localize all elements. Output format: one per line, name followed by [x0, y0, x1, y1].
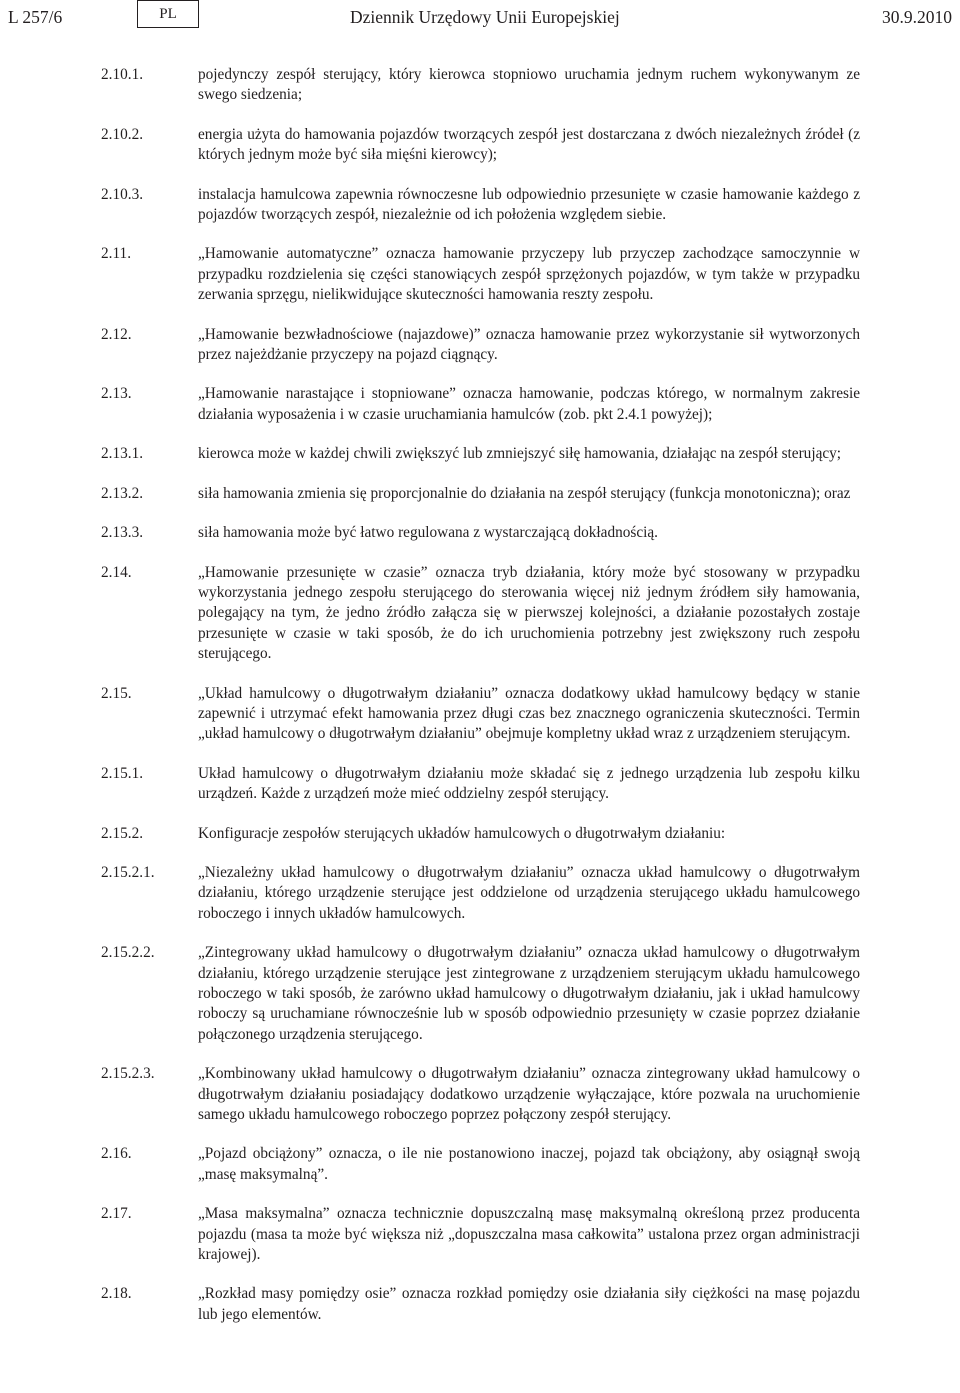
item-number: 2.13.1.	[101, 445, 144, 463]
item-text: siła hamowania zmienia się proporcjonalnie do działania na zespół sterujący (funkcja monotoniczna); oraz	[198, 484, 851, 502]
list-item	[0, 863, 960, 924]
item-text: „Hamowanie automatyczne” oznacza hamowanie przyczepy lub przyczep zachodzące samoczynnie w przypadku rozdzielenia się części stanowiących zespół sprzężonych pojazdów, w tym także w przypadku zerwania sprzęgu, nielikwidujące skuteczności hamowania reszty zespołu.	[198, 245, 860, 304]
list-item	[0, 1204, 960, 1265]
item-number: 2.14.	[101, 563, 132, 581]
list-item	[0, 1144, 960, 1185]
item-text: energia użyta do hamowania pojazdów tworzących zespół jest dostarczana z dwóch niezależnych źródeł (z których jednym może być siła mięśni kierowcy);	[198, 125, 860, 164]
item-text: „Pojazd obciążony” oznacza, o ile nie postanowiono inaczej, pojazd tak obciążony, aby osiągnął swoją „masę maksymalną”.	[198, 1145, 860, 1183]
item-number: 2.10.3.	[101, 185, 144, 203]
list-item	[0, 1284, 960, 1325]
list-item	[0, 185, 960, 226]
item-text: „Hamowanie bezwładnościowe (najazdowe)” oznacza hamowanie przez wykorzystanie sił wytworzonych przez najeżdżanie przyczepy na pojazd ciągnący.	[198, 325, 860, 364]
item-number: 2.17.	[101, 1205, 132, 1223]
item-number: 2.15.2.	[101, 824, 144, 842]
list-item	[0, 244, 960, 305]
item-number: 2.15.1.	[101, 764, 144, 782]
item-text: „Hamowanie narastające i stopniowane” oznacza hamowanie, podczas którego, w normalnym zakresie działania wyposażenia i w czasie uruchamiania hamulców (zob. pkt 2.4.1 powyżej);	[198, 385, 860, 423]
item-text: siła hamowania może być łatwo regulowana z wystarczającą dokładnością.	[198, 524, 658, 542]
item-number: 2.10.1.	[101, 66, 144, 83]
page-reference: L 257/6	[8, 7, 63, 27]
list-item	[0, 384, 960, 425]
item-number: 2.15.	[101, 684, 132, 702]
item-text: „Niezależny układ hamulcowy o długotrwałym działaniu” oznacza układ hamulcowy o długotrwałym działaniu, którego urządzenie sterujące jest oddzielone od urządzenia sterującego układu hamulcowego roboczego i innych układów hamulcowych.	[198, 863, 860, 922]
list-item	[0, 523, 960, 543]
item-text: „Rozkład masy pomiędzy osie” oznacza rozkład pomiędzy osie działania siły ciężkości na masę pojazdu lub jego elementów.	[198, 1285, 860, 1323]
item-number: 2.15.2.2.	[101, 944, 155, 962]
item-text: „Masa maksymalna” oznacza technicznie dopuszczalną masę maksymalną określoną przez producenta pojazdu (masa ta może być większa niż „dopuszczalna masa całkowita” ustalona przez organ administracji krajowej).	[198, 1205, 860, 1264]
list-item	[0, 444, 960, 464]
item-text: „Hamowanie przesunięte w czasie” oznacza tryb działania, który może być stosowany w przypadku wykorzystania jednego zespołu sterującego do sterowania więcej niż jednym źródłem siły hamowania, polegający na tym, że jedno źródło załącza się w pierwszej kolejności, a działanie pozostałych zostaje przesunięte w czasie w taki sposób, że do ich uruchomienia potrzebny jest zwiększony ruch zespołu sterującego.	[198, 563, 860, 663]
item-number: 2.18.	[101, 1285, 132, 1303]
journal-title: Dziennik Urzędowy Unii Europejskiej	[350, 7, 620, 27]
list-item	[0, 563, 960, 665]
list-item	[0, 484, 960, 504]
item-text: „Układ hamulcowy o długotrwałym działaniu” oznacza dodatkowy układ hamulcowy będący w stanie zapewnić i utrzymać efekt hamowania przez długi czas bez znacznego ograniczenia skuteczności. Termin „układ hamulcowy o długotrwałym działaniu” obejmuje kompletny układ wraz z urządzeniem sterującym.	[198, 684, 860, 743]
document-body	[0, 65, 960, 1344]
item-text: Konfiguracje zespołów sterujących układów hamulcowych o długotrwałym działaniu:	[198, 824, 726, 842]
item-text: Układ hamulcowy o długotrwałym działaniu może składać się z jednego urządzenia lub zespołu kilku urządzeń. Każde z urządzeń może mieć oddzielny zespół sterujący.	[198, 764, 860, 803]
list-item	[0, 943, 960, 1045]
item-number: 2.13.	[101, 385, 132, 403]
language-badge: PL	[137, 0, 199, 28]
item-number: 2.13.3.	[101, 524, 144, 542]
publication-date: 30.9.2010	[882, 7, 952, 27]
item-text: „Kombinowany układ hamulcowy o długotrwałym działaniu” oznacza zintegrowany układ hamulcowy o długotrwałym działaniu posiadający dodatkowo urządzenie wyłączające, które pozwala na uruchomienie samego układu hamulcowego roboczego poprzez połączony zespół sterujący.	[198, 1065, 860, 1124]
item-text: instalacja hamulcowa zapewnia równoczesne lub odpowiednio przesunięte w czasie hamowanie każdego z pojazdów tworzących zespół, niezależnie od ich położenia względem siebie.	[198, 185, 860, 224]
list-item	[0, 764, 960, 805]
item-number: 2.15.2.3.	[101, 1065, 155, 1083]
list-item	[0, 684, 960, 745]
item-number: 2.15.2.1.	[101, 863, 155, 881]
item-number: 2.13.2.	[101, 484, 144, 502]
page-header	[0, 0, 960, 40]
item-number: 2.11.	[101, 245, 132, 263]
item-text: „Zintegrowany układ hamulcowy o długotrwałym działaniu” oznacza układ hamulcowy o długotrwałym działaniu, którego urządzenie sterujące jest zintegrowane z urządzeniem sterującym układu hamulcowego roboczego w taki sposób, że zarówno układ hamulcowy o długotrwałym działaniu, jak i układ hamulcowy roboczy są uruchamiane równocześnie lub w sposób odpowiednio przesunięty w czasie poprzez działanie połączonego urządzenia sterującego.	[198, 944, 860, 1043]
item-number: 2.10.2.	[101, 125, 144, 143]
list-item	[0, 65, 960, 106]
list-item	[0, 325, 960, 366]
item-number: 2.12.	[101, 325, 132, 343]
list-item	[0, 824, 960, 844]
item-text: pojedynczy zespół sterujący, który kierowca stopniowo uruchamia jednym ruchem wykonywanym ze swego siedzenia;	[198, 66, 860, 104]
item-number: 2.16.	[101, 1145, 132, 1163]
item-text: kierowca może w każdej chwili zwiększyć lub zmniejszyć siłę hamowania, działając na zespół sterujący;	[198, 445, 842, 463]
list-item	[0, 1064, 960, 1125]
list-item	[0, 125, 960, 166]
